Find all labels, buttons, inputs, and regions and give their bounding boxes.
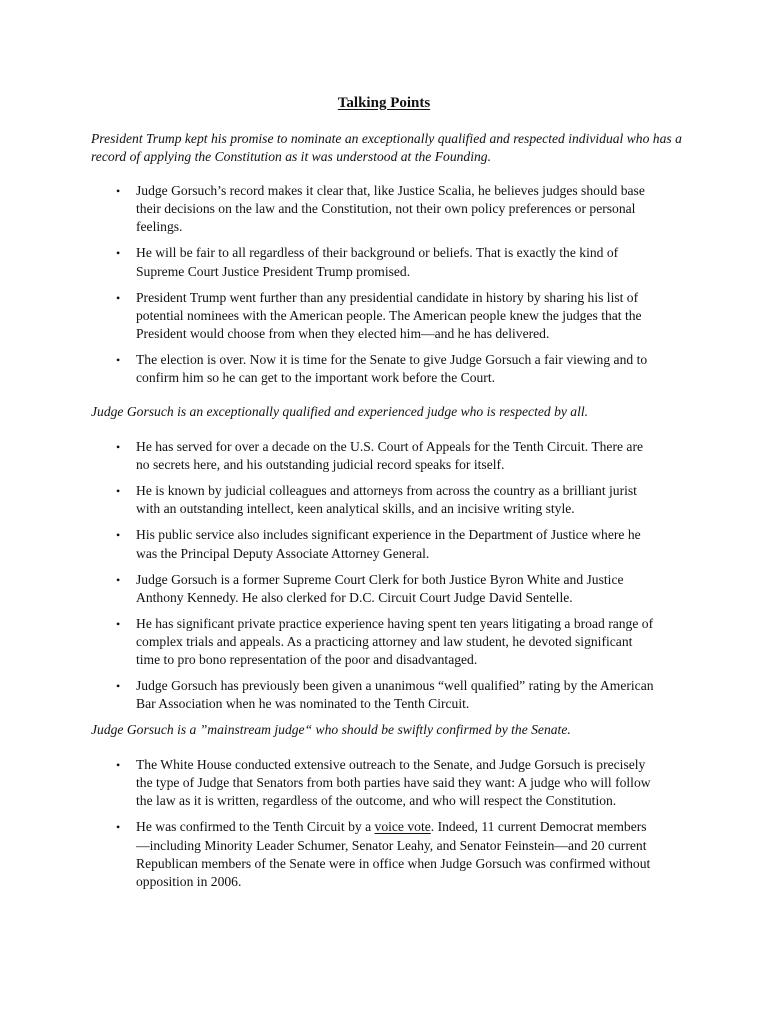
list-item-text: Judge Gorsuch has previously been given a unanimous “well qualified” rating by the American Bar Association when he was nominated to the Tenth Circuit.	[136, 678, 654, 712]
list-item	[0, 818, 656, 891]
bullet-icon: •	[116, 616, 121, 631]
bullet-icon: •	[116, 440, 121, 454]
bullet-icon: •	[116, 246, 121, 261]
section-2-heading: Judge Gorsuch is an exceptionally qualified and experienced judge who is respected by all.	[91, 404, 589, 419]
bullet-icon: •	[116, 572, 121, 587]
list-item-text: Judge Gorsuch is a former Supreme Court Clerk for both Justice Byron White and Justice Anthony Kennedy. He also clerked for D.C. Circuit Court Judge David Sentelle.	[136, 571, 624, 605]
bullet-icon: •	[116, 820, 121, 835]
voice-vote-underline: voice vote	[374, 819, 431, 835]
bullet-icon: •	[116, 484, 121, 499]
list-item-text-before-link: He was confirmed to the Tenth Circuit by a	[136, 819, 375, 835]
list-item-text: The White House conducted extensive outreach to the Senate, and Judge Gorsuch is precisely the type of Judge that Senators from both parties have said they want: A judge who will follow the law as it is written, regardless of the outcome, and who will respect the Constitution.	[136, 757, 651, 809]
list-item	[0, 438, 656, 474]
list-item	[0, 482, 656, 518]
bullet-icon: •	[116, 758, 121, 772]
list-item-text: He has significant private practice experience having spent ten years litigating a broad range of complex trials and appeals. As a practicing attorney and law student, he devoted significant time to pro bono representation of the poor and disadvantaged.	[136, 615, 654, 668]
list-item	[0, 351, 656, 387]
bullet-icon: •	[116, 679, 121, 694]
list-item-text: President Trump went further than any presidential candidate in history by sharing his list of potential nominees with the American people. The American people knew the judges that the President would choose from when they elected him—and he has delivered.	[136, 289, 642, 342]
list-item	[0, 677, 656, 713]
section-3-heading: Judge Gorsuch is a ”mainstream judge“ who should be swiftly confirmed by the Senate.	[91, 722, 571, 737]
page-title: Talking Points	[337, 95, 431, 111]
bullet-icon: •	[116, 353, 121, 368]
bullet-icon: •	[116, 528, 121, 543]
list-item	[0, 571, 656, 607]
section-1-bullet-list	[0, 182, 768, 395]
section-3-bullet-list	[0, 756, 768, 899]
list-item	[0, 615, 656, 670]
list-item	[0, 756, 656, 811]
list-item-text: The election is over. Now it is time for the Senate to give Judge Gorsuch a fair viewing and to confirm him so he can get to the important work before the Court.	[136, 352, 648, 386]
section-1-heading: President Trump kept his promise to nominate an exceptionally qualified and respected individual who has a record of applying the Constitution as it was understood at the Founding.	[91, 131, 682, 165]
list-item-text: Judge Gorsuch’s record makes it clear that, like Justice Scalia, he believes judges should base their decisions on the law and the Constitution, not their own policy preferences or personal feelings.	[136, 183, 645, 235]
list-item-text-after-link: . Indeed, 11 current Democrat members—including Minority Leader Schumer, Senator Leahy, and Senator Feinstein—and 20 current Republican members of the Senate were in office when Judge Gorsuch was confirmed without opposition in 2006.	[136, 819, 651, 890]
list-item	[0, 526, 656, 562]
list-item	[0, 244, 656, 280]
list-item-text: His public service also includes significant experience in the Department of Justice where he was the Principal Deputy Associate Attorney General.	[136, 527, 641, 561]
list-item	[0, 182, 656, 237]
bullet-icon: •	[116, 184, 121, 198]
list-item	[0, 289, 656, 344]
bullet-icon: •	[116, 290, 121, 305]
section-2-bullet-list	[0, 438, 768, 721]
list-item-text: He has served for over a decade on the U.S. Court of Appeals for the Tenth Circuit. There are no secrets here, and his outstanding judicial record speaks for itself.	[136, 439, 644, 473]
list-item-text: He will be fair to all regardless of their background or beliefs. That is exactly the kind of Supreme Court Justice President Trump promised.	[136, 245, 619, 279]
list-item-text: He is known by judicial colleagues and attorneys from across the country as a brilliant jurist with an outstanding intellect, keen analytical skills, and an incisive writing style.	[136, 483, 637, 517]
